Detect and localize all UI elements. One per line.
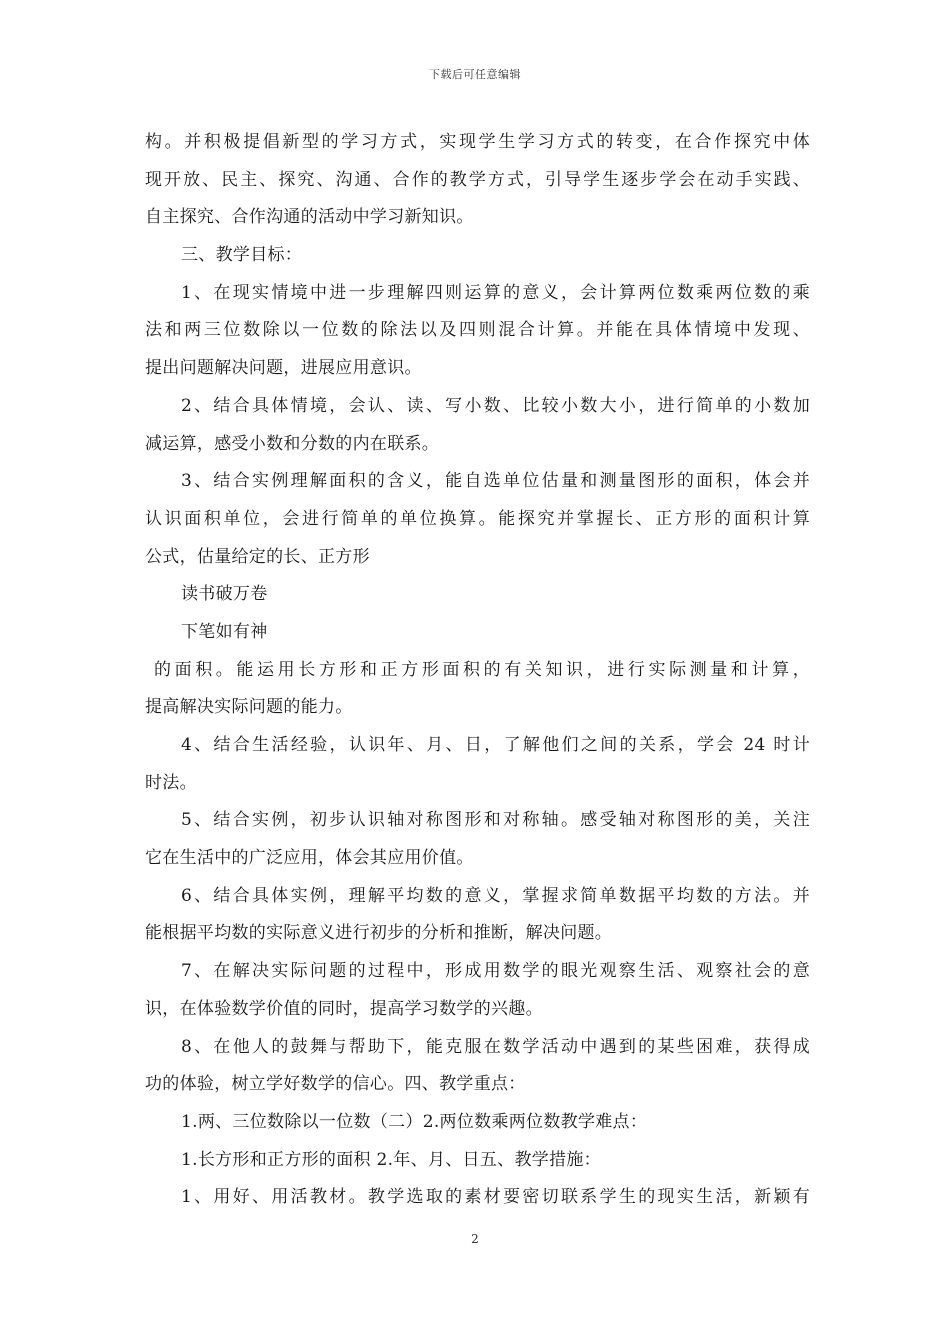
page-header: 下载后可任意编辑 bbox=[429, 68, 521, 81]
text-line: 法和两三位数除以一位数的除法以及四则混合计算。并能在具体情境中发现、 bbox=[145, 320, 810, 341]
text-line: 7、在解决实际问题的过程中，形成用数学的眼光观察生活、观察社会的意 bbox=[181, 961, 810, 982]
text-line: 5、结合实例，初步认识轴对称图形和对称轴。感受轴对称图形的美，关注 bbox=[181, 810, 810, 831]
text-line: 读书破万卷 bbox=[181, 584, 268, 605]
text-line: 提高解决实际问题的能力。 bbox=[145, 697, 353, 718]
text-line: 1.长方形和正方形的面积 2.年、月、日五、教学措施： bbox=[181, 1149, 601, 1170]
text-line: 识，在体验数学价值的同时，提高学习数学的兴趣。 bbox=[145, 998, 543, 1019]
text-line: 减运算，感受小数和分数的内在联系。 bbox=[145, 433, 440, 454]
text-line: 认识面积单位，会进行简单的单位换算。能探究并掌握长、正方形的面积计算 bbox=[145, 508, 810, 529]
text-line: 1、在现实情境中进一步理解四则运算的意义，会计算两位数乘两位数的乘 bbox=[181, 282, 810, 303]
text-line: 公式，估量给定的长、正方形 bbox=[145, 546, 370, 567]
text-line: 1.两、三位数除以一位数（二）2.两位数乘两位数教学难点： bbox=[181, 1111, 648, 1132]
text-line: 3、结合实例理解面积的含义，能自选单位估量和测量图形的面积，体会并 bbox=[181, 471, 810, 492]
text-line: 6、结合具体实例，理解平均数的意义，掌握求简单数据平均数的方法。并 bbox=[181, 885, 810, 906]
text-line: 自主探究、合作沟通的活动中学习新知识。 bbox=[145, 207, 474, 228]
text-line: 时法。 bbox=[145, 772, 197, 793]
text-line: 提出问题解决问题，进展应用意识。 bbox=[145, 358, 422, 379]
text-line: 2、结合具体情境，会认、读、写小数、比较小数大小，进行简单的小数加 bbox=[181, 395, 810, 416]
section-heading: 三、教学目标： bbox=[181, 245, 303, 266]
document-body bbox=[145, 124, 810, 1217]
text-line: 功的体验，树立学好数学的信心。四、教学重点： bbox=[145, 1074, 526, 1095]
text-line: 能根据平均数的实际意义进行初步的分析和推断，解决问题。 bbox=[145, 923, 613, 944]
text-line: 1、用好、用活教材。教学选取的素材要密切联系学生的现实生活，新颖有 bbox=[181, 1187, 810, 1208]
text-line: 现开放、民主、探究、沟通、合作的教学方式，引导学生逐步学会在动手实践、 bbox=[145, 169, 810, 190]
text-line: 它在生活中的广泛应用，体会其应用价值。 bbox=[145, 848, 474, 869]
text-line: 的面积。能运用长方形和正方形面积的有关知识，进行实际测量和计算， bbox=[154, 659, 810, 680]
page-number: 2 bbox=[471, 1232, 479, 1246]
text-line: 4、结合生活经验，认识年、月、日，了解他们之间的关系，学会 24 时计 bbox=[181, 735, 810, 755]
text-line: 8、在他人的鼓舞与帮助下，能克服在数学活动中遇到的某些困难，获得成 bbox=[181, 1036, 810, 1057]
text-line: 构。并积极提倡新型的学习方式，实现学生学习方式的转变，在合作探究中体 bbox=[145, 132, 810, 152]
text-line: 下笔如有神 bbox=[181, 621, 268, 642]
